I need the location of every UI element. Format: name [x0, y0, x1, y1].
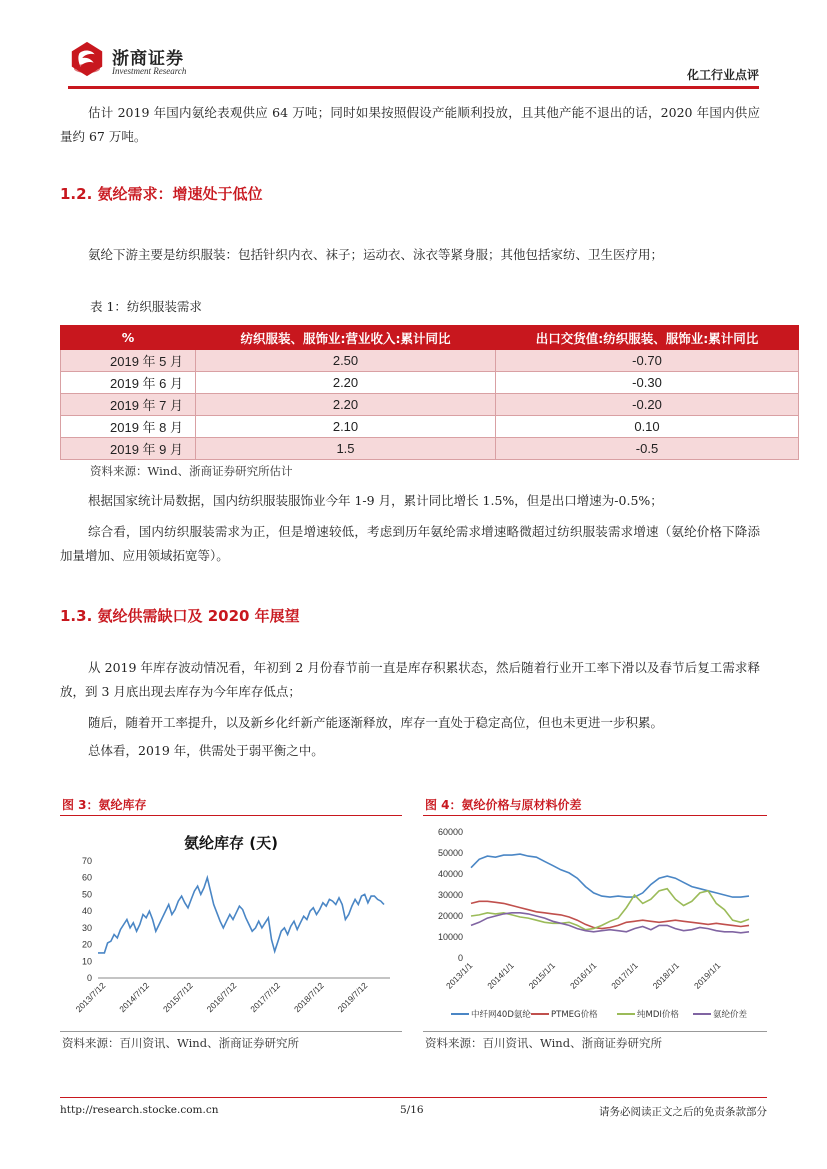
- table-caption: 表 1：纺织服装需求: [90, 299, 202, 314]
- legend-label: 中纤网40D氨纶: [471, 1010, 531, 1020]
- y-tick-label: 40: [81, 906, 92, 917]
- table-cell-month: 2019 年 6 月: [61, 372, 196, 394]
- y-tick-label: 30: [81, 922, 92, 933]
- table-cell-month: 2019 年 8 月: [61, 416, 196, 438]
- series-line-inventory: [98, 878, 384, 953]
- x-tick-label: 2018/1/1: [650, 960, 682, 991]
- x-tick-label: 2015/7/12: [160, 980, 195, 1015]
- section-heading-1-2: 1.2. 氨纶需求：增速处于低位: [60, 185, 263, 203]
- table-cell-month: 2019 年 9 月: [61, 438, 196, 460]
- legend-label: 纯MDI价格: [637, 1010, 679, 1020]
- chart-title: 氨纶库存 (天): [184, 834, 278, 852]
- report-type: 化工行业点评: [686, 68, 759, 82]
- textile-demand-table: [60, 325, 799, 460]
- inventory-chart: [60, 818, 402, 1030]
- footer-disclaimer: 请务必阅读正文之后的免责条款部分: [599, 1106, 767, 1118]
- x-tick-label: 2015/1/1: [526, 960, 558, 991]
- y-tick-label: 10000: [437, 932, 463, 942]
- figure-4-bottom-rule: [423, 1031, 767, 1032]
- table-cell-value: 0.10: [496, 416, 799, 438]
- intro-paragraph: 估计 2019 年国内氨纶表观供应 64 万吨；同时如果按照假设产能顺利投放，且其他产能不退出的话，2020 年国内供应量约 67 万吨。: [60, 105, 760, 144]
- y-tick-label: 40000: [437, 869, 463, 879]
- table-cell-month: 2019 年 7 月: [61, 394, 196, 416]
- table-cell-value: 2.20: [196, 394, 496, 416]
- demand-paragraph: 氨纶下游主要是纺织服装：包括针织内衣、袜子；运动衣、泳衣等紧身服；其他包括家纺、卫生医疗用；: [88, 247, 664, 262]
- table-row: [61, 438, 799, 460]
- y-tick-label: 0: [457, 953, 463, 963]
- x-tick-label: 2017/7/12: [248, 980, 283, 1015]
- inventory-paragraph-1: 从 2019 年库存波动情况看，年初到 2 月份春节前一直是库存积累状态，然后随着行业开工率下滑以及春节后复工需求释放，到 3 月底出现去库存为今年库存低点；: [60, 660, 760, 699]
- y-tick-label: 50000: [437, 848, 463, 858]
- figure-4-title: 图 4：氨纶价格与原材料价差: [425, 798, 582, 812]
- y-tick-label: 0: [86, 973, 92, 983]
- y-tick-label: 20: [81, 939, 92, 950]
- page-number: 5/16: [400, 1104, 424, 1116]
- table-cell-value: -0.20: [496, 394, 799, 416]
- x-tick-label: 2019/7/12: [335, 980, 370, 1015]
- x-tick-label: 2016/1/1: [567, 960, 599, 991]
- table-cell-month: 2019 年 5 月: [61, 350, 196, 372]
- stats-paragraph: 根据国家统计局数据，国内纺织服装服饰业今年 1-9 月，累计同比增长 1.5%，但是出口增速为-0.5%；: [88, 493, 663, 508]
- table-cell-value: 2.10: [196, 416, 496, 438]
- company-logo-icon: [68, 40, 106, 78]
- x-tick-label: 2013/7/12: [73, 980, 108, 1015]
- table-row: [61, 394, 799, 416]
- table-cell-value: 1.5: [196, 438, 496, 460]
- figure-3-title: 图 3：氨纶库存: [62, 798, 147, 812]
- table-cell-value: 2.20: [196, 372, 496, 394]
- table-header-row: [61, 326, 799, 350]
- figure-3-rule: [60, 815, 402, 816]
- company-name-en: Investment Research: [112, 66, 187, 76]
- figure-3-bottom-rule: [60, 1031, 402, 1032]
- company-name-cn: 浙商证券: [112, 49, 184, 69]
- y-tick-label: 30000: [437, 890, 463, 900]
- table-header-cell: 纺织服装、服饰业:营业收入:累计同比: [196, 326, 496, 350]
- figure-4-rule: [423, 815, 767, 816]
- price-spread-chart: [423, 818, 767, 1030]
- x-tick-label: 2017/1/1: [609, 960, 640, 991]
- table-row: [61, 350, 799, 372]
- section-heading-1-3: 1.3. 氨纶供需缺口及 2020 年展望: [60, 607, 300, 625]
- x-tick-label: 2016/7/12: [204, 980, 239, 1015]
- table-row: [61, 416, 799, 438]
- table-cell-value: -0.30: [496, 372, 799, 394]
- figure-4-source: 资料来源：百川资讯、Wind、浙商证券研究所: [425, 1036, 663, 1050]
- x-tick-label: 2019/1/1: [691, 960, 723, 991]
- y-tick-label: 70: [81, 856, 92, 866]
- table-source: 资料来源：Wind、浙商证券研究所估计: [90, 464, 293, 478]
- table-cell-value: -0.5: [496, 438, 799, 460]
- x-tick-label: 2018/7/12: [291, 980, 326, 1015]
- y-tick-label: 50: [81, 889, 92, 900]
- inventory-paragraph-3: 总体看，2019 年，供需处于弱平衡之中。: [88, 743, 324, 758]
- summary-paragraph: 综合看，国内纺织服装需求为正，但是增速较低，考虑到历年氨纶需求增速略微超过纺织服装需求增速（氨纶价格下降添加量增加、应用领域拓宽等）。: [60, 524, 760, 563]
- x-tick-label: 2014/1/1: [485, 960, 516, 991]
- x-tick-label: 2014/7/12: [117, 980, 152, 1015]
- inventory-paragraph-2: 随后，随着开工率提升，以及新乡化纤新产能逐渐释放，库存一直处于稳定高位，但也未更进一步积累。: [88, 715, 664, 730]
- legend-label: 氨纶价差: [713, 1010, 748, 1020]
- table-cell-value: -0.70: [496, 350, 799, 372]
- y-tick-label: 10: [81, 956, 92, 967]
- footer-divider: [60, 1097, 767, 1098]
- table-header-cell: %: [61, 326, 196, 350]
- table-header-cell: 出口交货值:纺织服装、服饰业:累计同比: [496, 326, 799, 350]
- y-tick-label: 60000: [437, 827, 463, 837]
- header-divider: [68, 86, 759, 89]
- table-row: [61, 372, 799, 394]
- y-tick-label: 60: [81, 872, 92, 883]
- x-tick-label: 2013/1/1: [443, 960, 475, 991]
- footer-url[interactable]: http://research.stocke.com.cn: [60, 1104, 219, 1116]
- table-cell-value: 2.50: [196, 350, 496, 372]
- legend-label: PTMEG价格: [551, 1010, 598, 1020]
- y-tick-label: 20000: [437, 911, 463, 921]
- figure-3-source: 资料来源：百川资讯、Wind、浙商证券研究所: [62, 1036, 300, 1050]
